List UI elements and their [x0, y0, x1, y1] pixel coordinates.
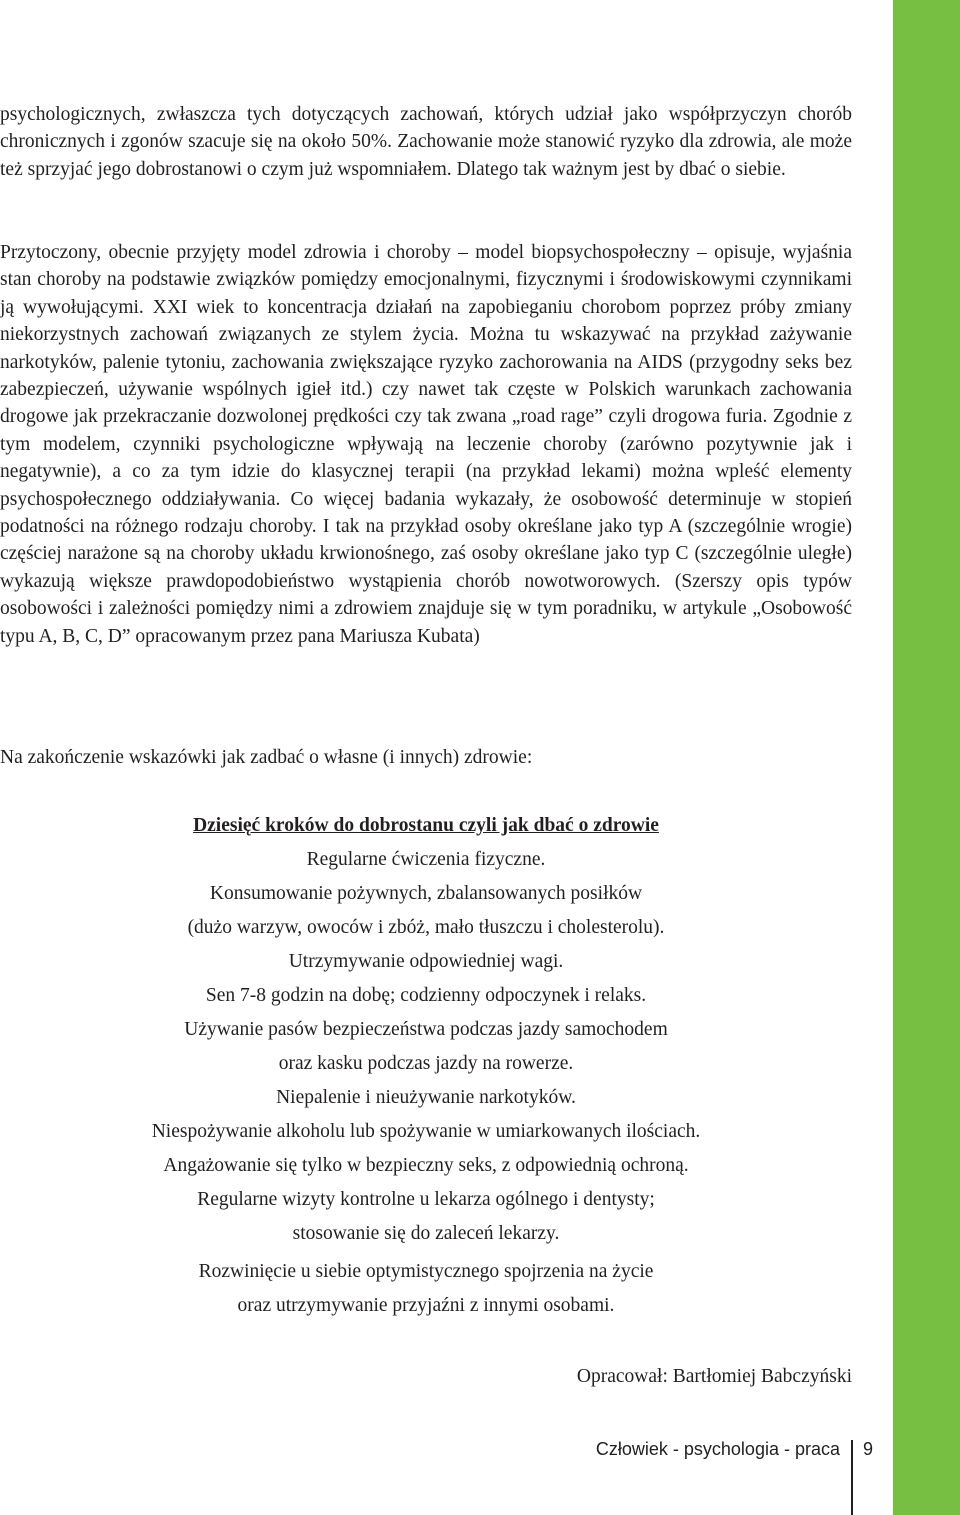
step-line: Utrzymywanie odpowiedniej wagi.	[288, 951, 564, 972]
author-credit: Opracował: Bartłomiej Babczyński	[576, 1366, 852, 1387]
step-line: oraz utrzymywanie przyjaźni z innymi osobami.	[237, 1295, 615, 1316]
step-line: stosowanie się do zaleceń lekarzy.	[292, 1223, 560, 1244]
steps-title: Dziesięć kroków do dobrostanu czyli jak dbać o zdrowie	[193, 815, 659, 836]
step-line: Używanie pasów bezpieczeństwa podczas jazdy samochodem	[184, 1019, 668, 1040]
footer-publication-title: Człowiek - psychologia - praca	[595, 1439, 840, 1459]
step-line: oraz kasku podczas jazdy na rowerze.	[278, 1053, 574, 1074]
footer-divider	[851, 1440, 853, 1515]
step-line: (dużo warzyw, owoców i zbóż, mało tłuszczu i cholesterolu).	[187, 917, 665, 938]
step-line: Niespożywanie alkoholu lub spożywanie w umiarkowanych ilościach.	[151, 1121, 701, 1142]
step-line: Sen 7-8 godzin na dobę; codzienny odpoczynek i relaks.	[205, 985, 647, 1006]
step-line: Regularne ćwiczenia fizyczne.	[306, 849, 546, 870]
step-line: Niepalenie i nieużywanie narkotyków.	[276, 1087, 576, 1108]
paragraph-intro: psychologicznych, zwłaszcza tych dotyczących zachowań, których udział jako współprzyczyn chorób chronicznych i zgonów szacuje się na około 50%. Zachowanie może stanowić ryzyko dla zdrowia, ale może też sprzyjać jego dobrostanowi o czym już wspomniałem. Dlatego tak ważnym jest by dbać o siebie.	[0, 104, 852, 180]
paragraph-biopsychosocial-model: Przytoczony, obecnie przyjęty model zdrowia i choroby – model biopsychospołeczny – opisuje, wyjaśnia stan choroby na podstawie związków pomiędzy emocjonalnymi, fizycznymi i środowiskowymi czynnikami ją wywołującymi. XXI wiek to koncentracja działań na zapobieganiu chorobom poprzez próby zmiany niekorzystnych zachowań związanych ze stylem życia. Można tu wskazywać na przykład zażywanie narkotyków, palenie tytoniu, zachowania zwiększające ryzyko zachorowania na AIDS (przygodny seks bez zabezpieczeń, używanie wspólnych igieł itd.) czy nawet tak częste w Polskich warunkach zachowania drogowe jak przekraczanie dozwolonej prędkości czy tak zwana „road rage” czyli drogowa furia. Zgodnie z tym modelem, czynniki psychologiczne wpływają na leczenie choroby (zarówno pozytywnie jak i negatywnie), a co za tym idzie do klasycznej terapii (na przykład lekami) można wpleść elementy psychospołecznego oddziaływania. Co więcej badania wykazały, że osobowość determinuje w stopień podatności na różnego rodzaju choroby. I tak na przykład osoby określane jako typ A (szczególnie wrogie) częściej narażone są na choroby układu krwionośnego, zaś osoby określane jako typ C (szczególnie uległe) wykazują większe prawdopodobieństwo wystąpienia chorób nowotworowych. (Szerszy opis typów osobowości i zależności pomiędzy nimi a zdrowiem znajduje się w tym poradniku, w artykule „Osobowość typu A, B, C, D” opracowanym przez pana Mariusza Kubata)	[0, 242, 852, 647]
page-number: 9	[863, 1439, 874, 1459]
paragraph-closing-intro: Na zakończenie wskazówki jak zadbać o własne (i innych) zdrowie:	[0, 747, 533, 768]
step-line: Angażowanie się tylko w bezpieczny seks, z odpowiednią ochroną.	[163, 1155, 689, 1176]
step-line: Rozwinięcie u siebie optymistycznego spojrzenia na życie	[198, 1261, 654, 1282]
step-line: Konsumowanie pożywnych, zbalansowanych posiłków	[209, 883, 643, 904]
step-line: Regularne wizyty kontrolne u lekarza ogólnego i dentysty;	[197, 1189, 655, 1210]
